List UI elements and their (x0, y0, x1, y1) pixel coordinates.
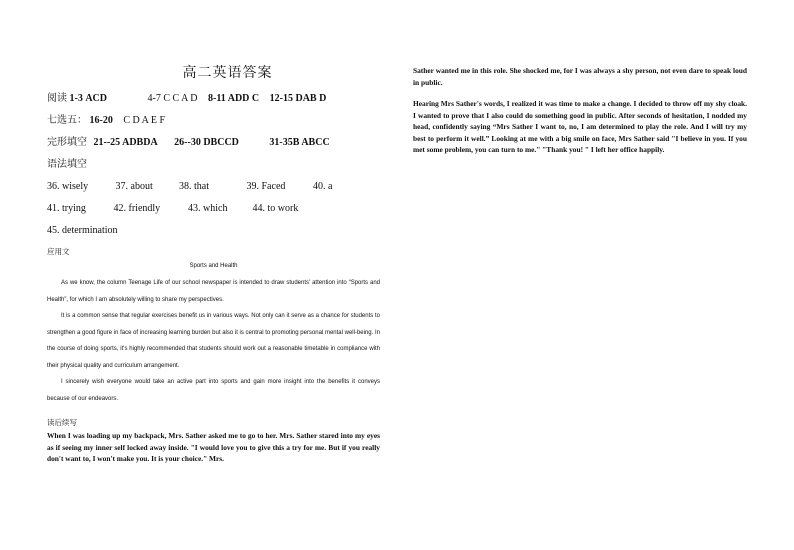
grammar-item: 43. which (188, 203, 228, 214)
left-column (47, 62, 380, 465)
reading-part4: 12-15 DAB D (269, 93, 327, 104)
reading-label: 阅读 (47, 93, 67, 104)
grammar-row-2 (47, 198, 380, 220)
reading-answers (47, 88, 380, 110)
essay-paragraph: It is a common sense that regular exercises benefit us in various ways. Not only can it serve as a chance for students to strengthen a good figure in face of increasing learning burden but also it is central to promoting personal mental well-being. In the course of doing sports, it's highly recommended that students should work out a reasonable timetable in compliance with their physical quality and curriculum arrangement. (47, 313, 380, 369)
cloze-part2: 26--30 DBCCD (174, 137, 239, 148)
story-paragraph-2: Hearing Mrs Sather's words, I realized it was time to make a change. I decided to throw off my shy cloak. I wanted to prove that I also could do something good in public. After seconds of hesitation, I nodded my head, confidently saying “Mrs Sather I want to, no, I am determined to play the role. And I will try my best to perform it well.” Looking at me with a big smile on face, Mrs Sather said "I believe in you. If you met some problem, you can turn to me." "Thank you! " I left her office happily. (413, 99, 747, 154)
cloze-part3: 31-35B ABCC (269, 137, 330, 148)
essay-title: Sports and Health (189, 263, 238, 269)
continuation-label: 读后续写 (47, 418, 77, 427)
seven-choose-five-label: 七选五： (47, 115, 87, 126)
seven-choose-five-answers (47, 110, 380, 132)
seven-choose-five-value: C D A E F (123, 115, 166, 126)
story-paragraph-1-end: Sather wanted me in this role. She shocked me, for I was always a shy person, not even dare to speak loud in public. (413, 66, 747, 87)
essay-paragraph: As we know, the column Teenage Life of our school newspaper is intended to draw students' attention into “Sports and Health”, for which I am absolutely willing to share my perspectives. (47, 280, 380, 303)
cloze-answers (47, 132, 380, 154)
reading-part2: 4-7 C C A D (147, 93, 198, 104)
cloze-label: 完形填空 (47, 137, 87, 148)
grammar-item: 45. determination (47, 225, 118, 236)
reading-part3: 8-11 ADD C (208, 93, 260, 104)
grammar-row-3 (47, 220, 380, 242)
seven-choose-five-range: 16-20 (89, 115, 113, 126)
grammar-item: 44. to work (252, 203, 299, 214)
grammar-item: 38. that (179, 181, 209, 192)
grammar-item: 36. wisely (47, 181, 89, 192)
grammar-item: 41. trying (47, 203, 86, 214)
grammar-row-1 (47, 176, 380, 198)
grammar-item: 39. Faced (246, 181, 286, 192)
right-column (413, 65, 747, 156)
grammar-label: 语法填空 (47, 159, 87, 170)
reading-part1: 1-3 ACD (69, 93, 107, 104)
grammar-item: 37. about (115, 181, 153, 192)
cloze-part1: 21--25 ADBDA (93, 137, 158, 148)
document-title: 高二英语答案 (182, 65, 273, 81)
writing-label: 应用文 (47, 247, 70, 256)
essay-paragraph: I sincerely wish everyone would take an active part into sports and gain more insight into the benefits it conveys because of our endeavors. (47, 379, 380, 402)
grammar-item: 40. a (313, 181, 333, 192)
grammar-item: 42. friendly (113, 203, 161, 214)
story-paragraph-1-start: When I was loading up my backpack, Mrs. Sather asked me to go to her. Mrs. Sather stared into my eyes as if seeing my inner self locked away inside. "I would love you to give this a try for me. But if you really don't want to, I won't make you. It is your choice." Mrs. (47, 431, 380, 463)
